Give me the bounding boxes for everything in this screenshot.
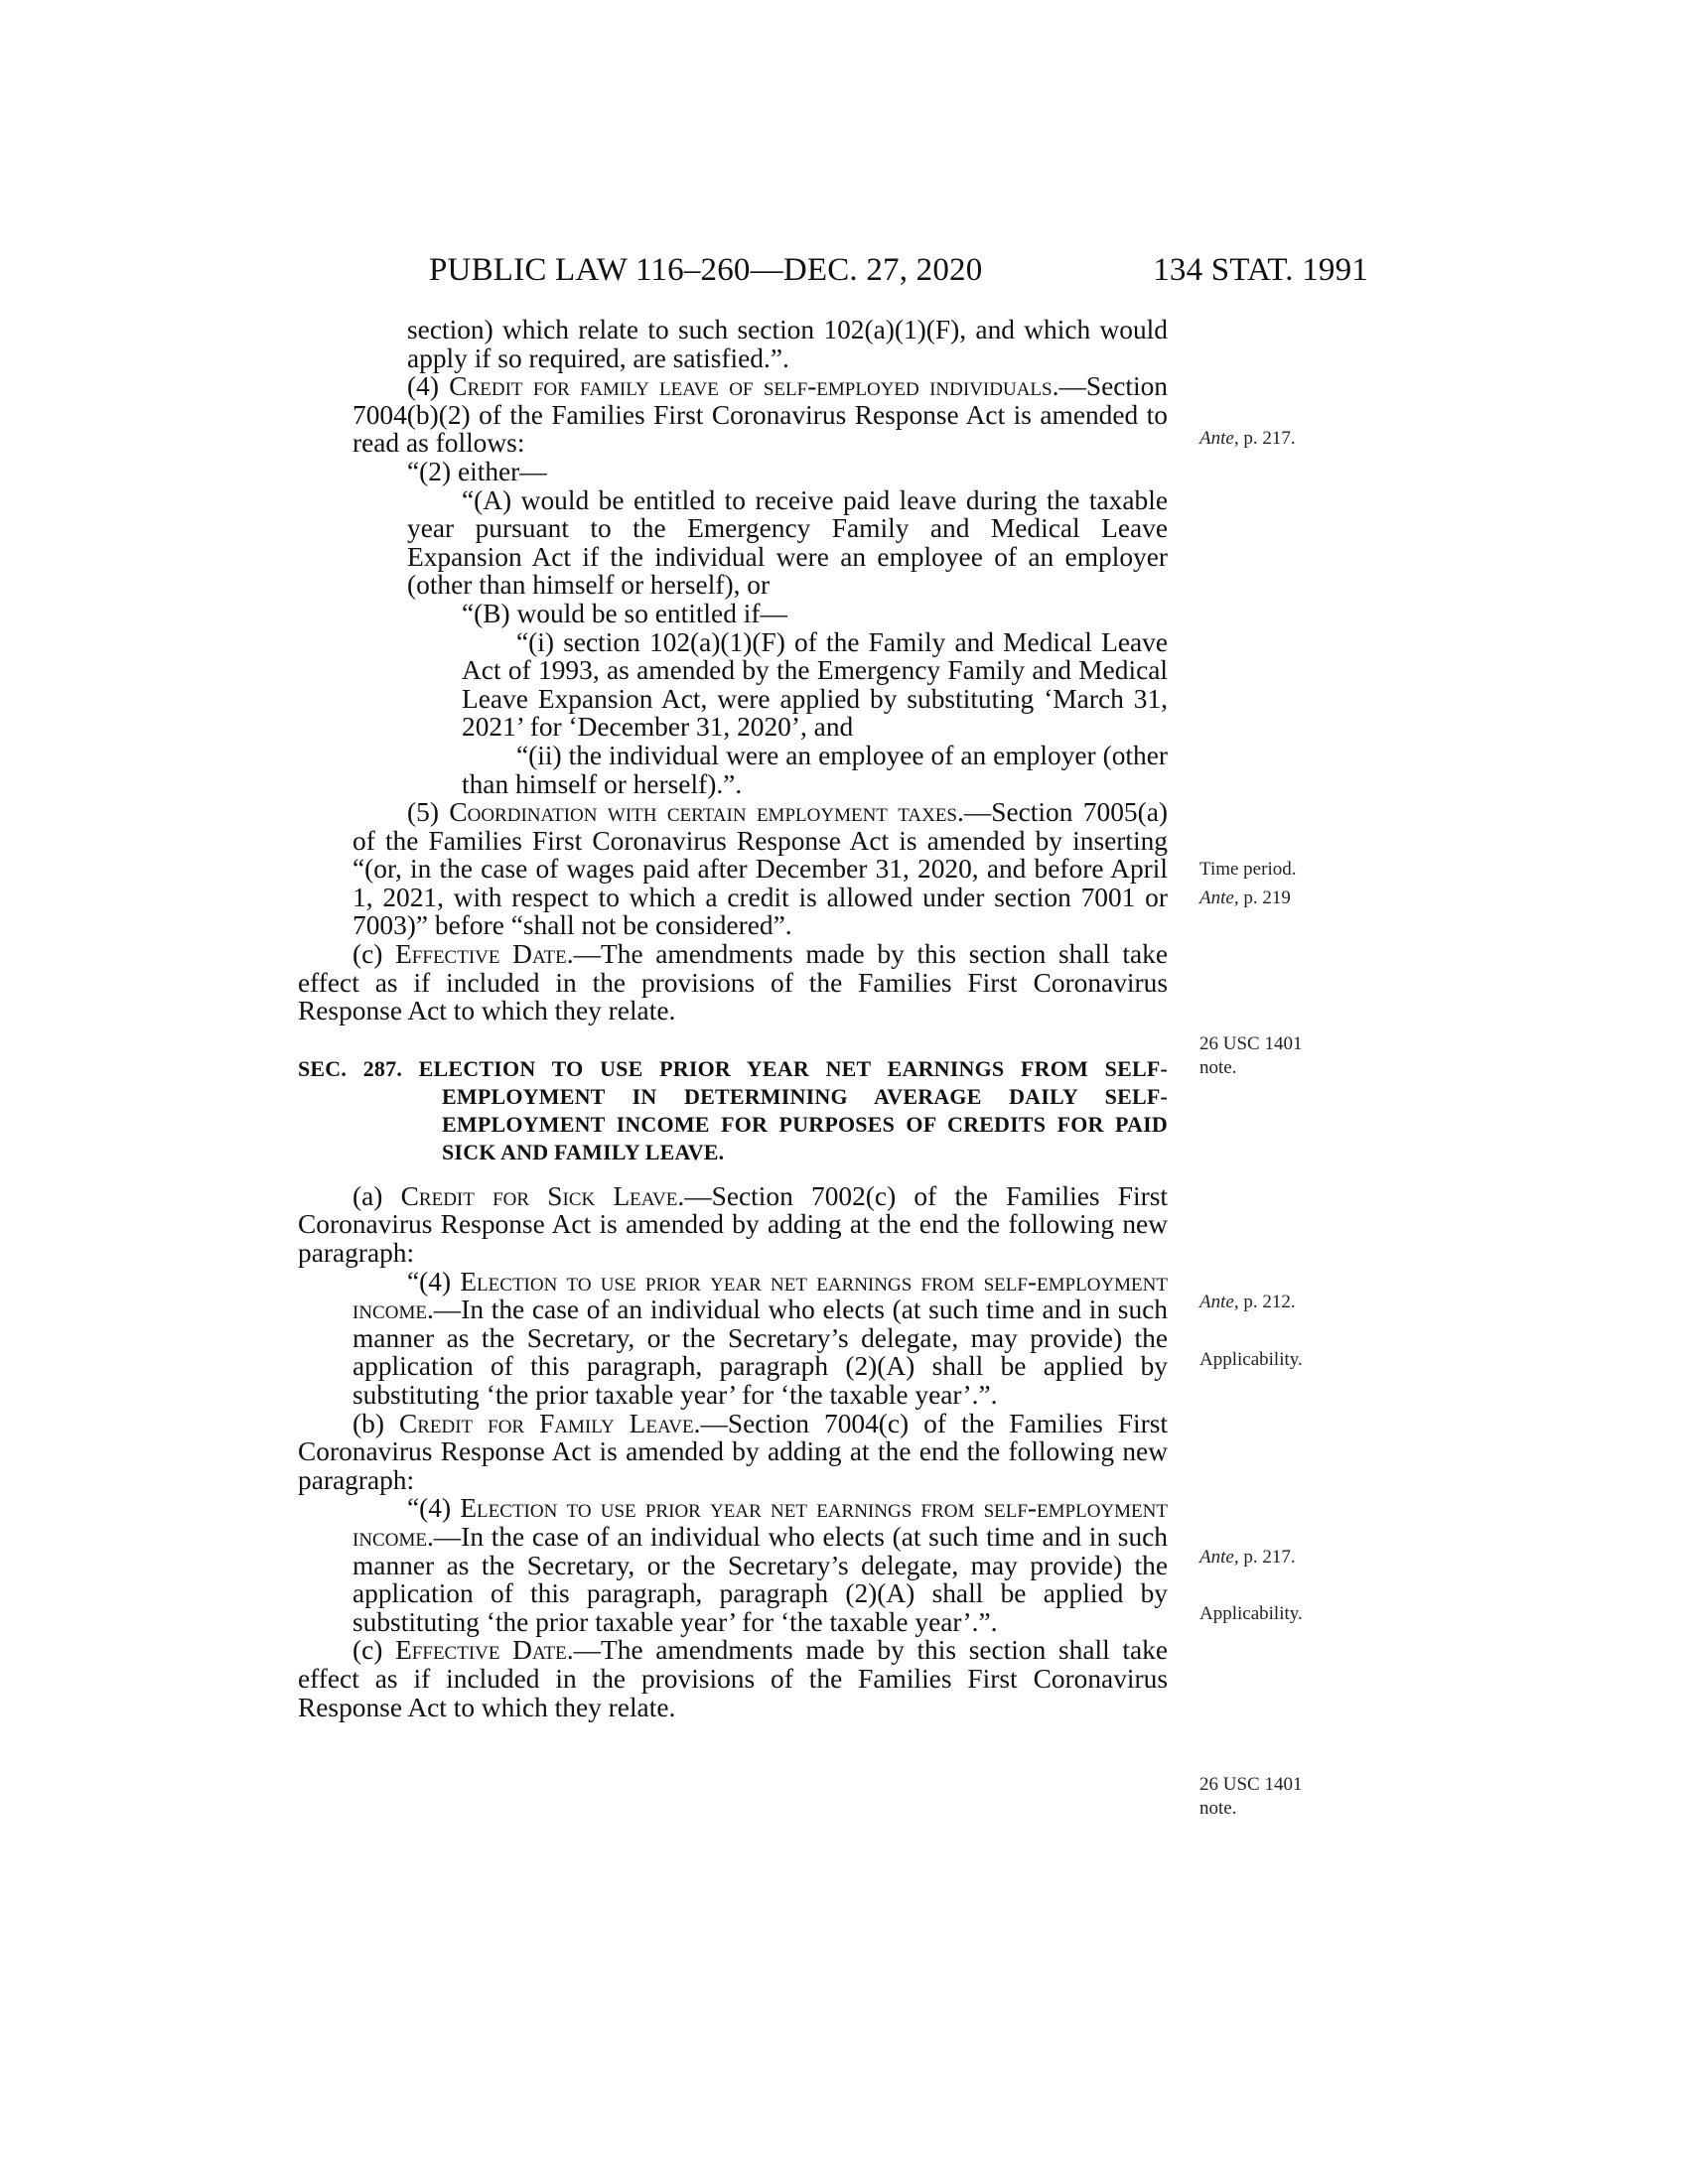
quoted-clause-i: “(i) section 102(a)(1)(F) of the Family and Medical Leave Act of 1993, as amended by the Emergency Family and Medical Leave Expansion Act, were applied by substituting ‘March 31, 2021’ for ‘December 31, 2020’, and — [462, 626, 1168, 743]
quoted-clause-ii: “(ii) the individual were an employee of an employer (other than himself or herself).”. — [462, 740, 1168, 799]
quoted-paragraph-2: “(2) either— — [407, 456, 547, 486]
margin-note-ante-217b: Ante, p. 217. — [1199, 1547, 1296, 1568]
running-header-title: PUBLIC LAW 116–260—DEC. 27, 2020 — [429, 252, 983, 288]
main-text-column — [298, 316, 1168, 1721]
margin-note-applicability-2: Applicability. — [1199, 1603, 1303, 1624]
paragraph-continuation: section) which relate to such section 102(a)(1)(F), and which would apply if so required, are satisfied.”. — [407, 315, 1168, 373]
margin-note-note-1: note. — [1199, 1057, 1237, 1078]
margin-note-ante-217: Ante, p. 217. — [1199, 428, 1296, 449]
margin-note-time-period: Time period. — [1199, 859, 1297, 880]
quoted-paragraph-4-family: “(4) Election to use prior year net earnings from self-employment income.—In the case of an individual who elects (at such time and in such manner as the Secretary, or the Secretary’s delegate, may provide) the application of this paragraph, paragraph (2)(A) shall be applied by substituting ‘the prior taxable year’ for ‘the taxable year’.”. — [352, 1493, 1168, 1637]
subsection-a-sick-leave: (a) Credit for Sick Leave.—Section 7002(c) of the Families First Coronavirus Response Act is amended by adding at the end the following new paragraph: — [298, 1180, 1168, 1269]
margin-note-usc-2: 26 USC 1401 — [1199, 1774, 1303, 1795]
margin-note-applicability-1: Applicability. — [1199, 1349, 1303, 1370]
subsection-c-effective-date-2: (c) Effective Date.—The amendments made by this section shall take effect as if included in the provisions of the Families First Coronavirus Response Act to which they relate. — [298, 1635, 1168, 1722]
paragraph-5-coordination: (5) Coordination with certain employment taxes.—Section 7005(a) of the Families First Coronavirus Response Act is amended by inserting “(or, in the case of wages paid after December 31, 2020, and before April 1, 2021, with respect to which a credit is allowed under section 7001 or 7003)” before “shall not be considered”. — [352, 797, 1168, 941]
subsection-c-effective-date: (c) Effective Date.—The amendments made by this section shall take effect as if included in the provisions of the Families First Coronavirus Response Act to which they relate. — [298, 939, 1168, 1026]
quoted-subparagraph-b: “(B) would be so entitled if— — [462, 598, 787, 628]
quoted-paragraph-4-sick: “(4) Election to use prior year net earnings from self-employment income.—In the case of an individual who elects (at such time and in such manner as the Secretary, or the Secretary’s delegate, may provide) the application of this paragraph, paragraph (2)(A) shall be applied by substituting ‘the prior taxable year’ for ‘the taxable year’.”. — [352, 1266, 1168, 1410]
margin-note-usc-1: 26 USC 1401 — [1199, 1033, 1303, 1054]
section-heading-287: SEC. 287. ELECTION TO USE PRIOR YEAR NET EARNINGS FROM SELF-EMPLOYMENT IN DETERMINING AVERAGE DAILY SELF-EMPLOYMENT INCOME FOR PURPOSES OF CREDITS FOR PAID SICK AND FAMILY LEAVE. — [298, 1055, 1168, 1164]
page-number: 134 STAT. 1991 — [1153, 252, 1368, 288]
quoted-subparagraph-a: “(A) would be entitled to receive paid leave during the taxable year pursuant to the Emergency Family and Medical Leave Expansion Act if the individual were an employee of an employer (other than himself or herself), or — [407, 484, 1168, 601]
margin-note-note-2: note. — [1199, 1798, 1237, 1819]
margin-note-ante-219: Ante, p. 219 — [1199, 887, 1291, 908]
subsection-b-family-leave: (b) Credit for Family Leave.—Section 7004(c) of the Families First Coronavirus Response Act is amended by adding at the end the following new paragraph: — [298, 1408, 1168, 1495]
margin-note-ante-212: Ante, p. 212. — [1199, 1292, 1296, 1312]
paragraph-4-family-leave: (4) Credit for family leave of self-employed individuals.—Section 7004(b)(2) of the Families First Coronavirus Response Act is amended to read as follows: — [352, 371, 1168, 459]
